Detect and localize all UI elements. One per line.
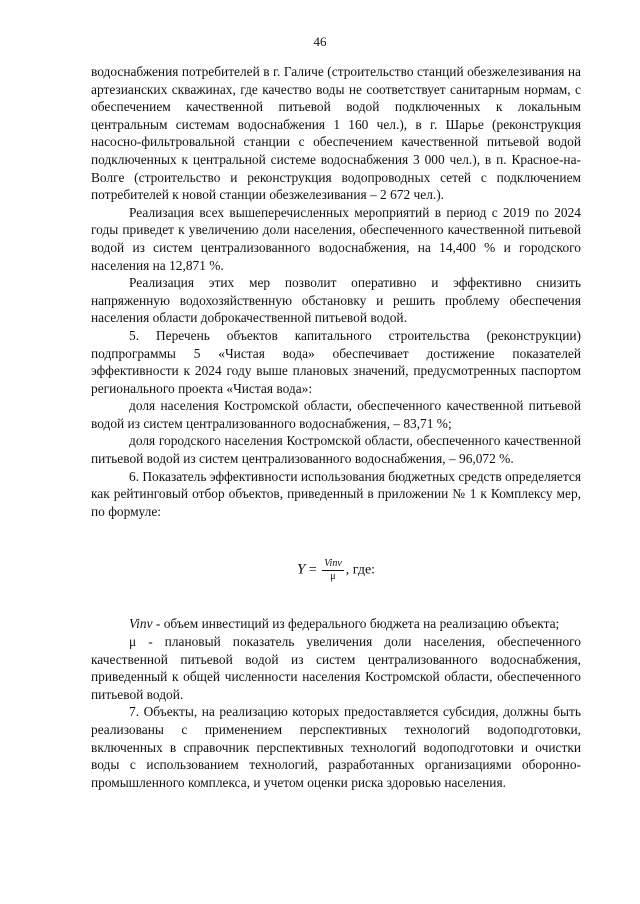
paragraph-item-6: 6. Показатель эффективности использования бюджетных средств определяется как рейтинговый отбор объектов, приведенный в приложении № 1 к Комплексу мер, по формуле: bbox=[91, 468, 581, 519]
definition-vinv bbox=[91, 615, 581, 633]
formula-lhs: Y bbox=[296, 562, 306, 579]
formula-numerator: Vinv bbox=[324, 558, 342, 570]
formula-suffix: , где: bbox=[345, 563, 376, 579]
paragraph-share-population: доля населения Костромской области, обеспеченного качественной питьевой водой из систем централизованного водоснабжения, – 83,71 %; bbox=[91, 398, 581, 431]
definition-mu-symbol: μ bbox=[129, 634, 137, 650]
paragraph-water-supply-galich: водоснабжения потребителей в г. Галиче (строительство станций обезжелезивания на артезианских скважинах, где качество воды не соответствует санитарным нормам, с обеспечением качественной питьевой водой подключенных к локальным центральным системам водоснабжения 1 160 чел.), в г. Шарье (реконструкция насосно-фильтровальной станции с обеспечением качественной питьевой водой подключенных к центральной системе водоснабжения 3 000 чел.), в п. Красное-на-Волге (строительство и реконструкция водопроводных сетей с подключением потребителей к новой станции обезжелезивания – 2 672 чел.). bbox=[91, 64, 581, 203]
paragraph-share-urban-population: доля городского населения Костромской области, обеспеченного качественной питьевой водой из систем централизованного водоснабжения, – 96,072 %. bbox=[91, 433, 581, 467]
paragraph-item-5: 5. Перечень объектов капитального строительства (реконструкции) подпрограммы 5 «Чистая вода» обеспечивает достижение показателей эффективности к 2024 году выше плановых значений, предусмотренных паспортом регионального проекта «Чистая вода»: bbox=[91, 327, 581, 396]
formula-fraction bbox=[322, 558, 344, 583]
definition-mu bbox=[91, 633, 581, 703]
formula-equals: = bbox=[305, 563, 321, 579]
formula bbox=[91, 558, 581, 583]
document-body bbox=[91, 63, 581, 791]
definition-mu-text: - плановый показатель увеличения доли населения, обеспеченного качественной питьевой водой из систем централизованного водоснабжения, приведенный к общей численности населения Костромской области, обеспеченного питьевой водой. bbox=[91, 634, 581, 702]
definition-vinv-symbol: Vinv bbox=[129, 616, 153, 632]
page-number: 46 bbox=[313, 34, 327, 49]
paragraph-measures-effect: Реализация этих мер позволит оперативно и эффективно снизить напряженную водохозяйственную обстановку и решить проблему обеспечения населения области доброкачественной питьевой водой. bbox=[91, 275, 581, 326]
paragraph-item-7: 7. Объекты, на реализацию которых предоставляется субсидия, должны быть реализованы с применением перспективных технологий водоподготовки, включенных в справочник перспективных технологий водоподготовки и очистки воды с использованием технологий, разработанных организациями оборонно-промышленного комплекса, и учетом оценки риска здоровью населения. bbox=[91, 704, 581, 790]
formula-denominator: μ bbox=[330, 571, 336, 583]
paragraph-implementation-result: Реализация всех вышеперечисленных мероприятий в период с 2019 по 2024 годы приведет к увеличению доли населения, обеспеченного качественной питьевой водой из систем централизованного водоснабжения, на 14,400 % и городского населения на 12,871 %. bbox=[91, 204, 581, 273]
definition-vinv-text: - объем инвестиций из федерального бюджета на реализацию объекта; bbox=[152, 616, 560, 632]
